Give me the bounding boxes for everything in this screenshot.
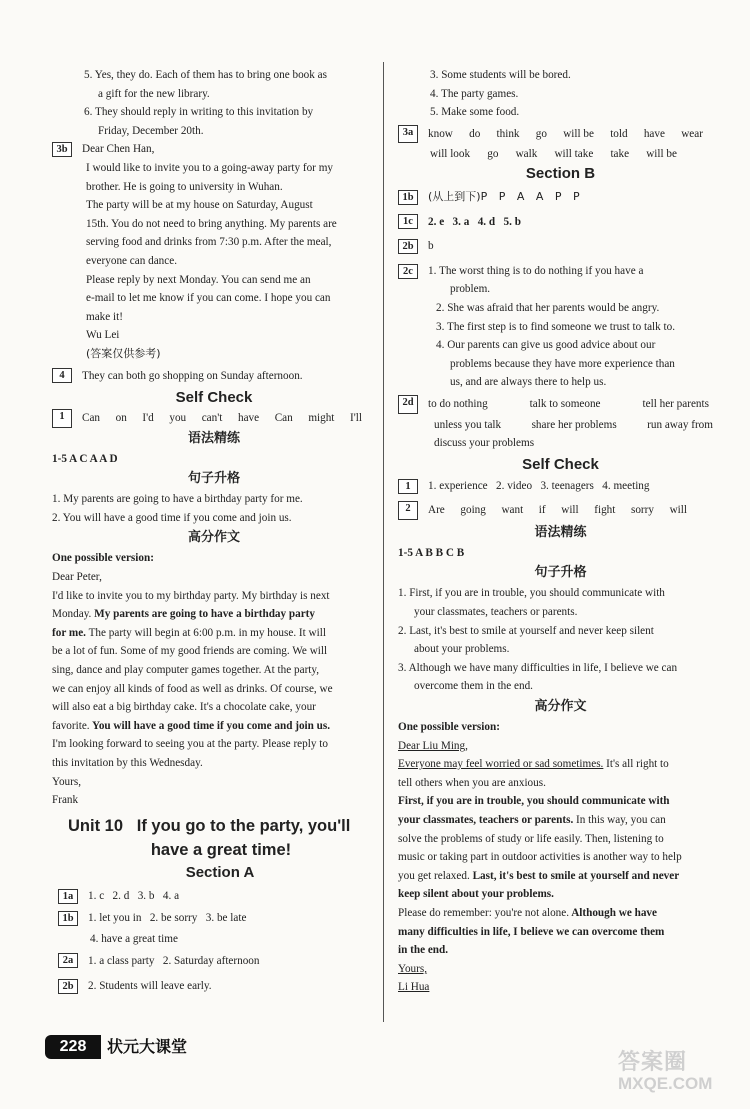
essay-text: The party will begin at 6:00 p.m. in my house. It will (85, 626, 326, 639)
sentence-line: 1. First, if you are in trouble, you should communicate with (398, 587, 665, 600)
unit-title-line1: Unit 10 If you go to the party, you'll (68, 816, 351, 835)
word: going (460, 504, 486, 517)
essay-text: Please do remember: you're not alone. (398, 906, 570, 919)
letter-line: everyone can dance. (86, 254, 177, 267)
block-2b (52, 977, 376, 996)
essay-line (398, 811, 723, 830)
word: if (538, 504, 546, 517)
label-2: 2 (398, 501, 418, 520)
word: will (669, 504, 687, 517)
essay-line: Dear Peter, (52, 571, 102, 584)
word: Are (428, 504, 445, 517)
essay-line (398, 755, 723, 774)
block-3a (398, 125, 723, 144)
grammar-heading: 语法精练 (187, 430, 240, 446)
essay-line: Frank (52, 794, 79, 807)
essay-line (52, 605, 376, 624)
label-2c: 2c (398, 264, 418, 279)
word: might (308, 412, 335, 425)
word: you (169, 412, 187, 425)
label-2d: 2d (398, 395, 418, 414)
answer-2c-line: 4. Our parents can give us good advice about our (436, 339, 656, 352)
answer-2c-line: problem. (450, 283, 491, 296)
answer-r3: 3. Some students will be bored. (430, 69, 571, 81)
essay-line: solve the problems of study or life easily. Then, listening to (398, 832, 664, 845)
essay-line: music or taking part in outdoor activities is another way to help (398, 851, 682, 864)
word: can't (201, 412, 223, 425)
label-1b: 1b (58, 911, 78, 926)
answer-4: They can both go shopping on Sunday afternoon. (82, 369, 303, 382)
letter-line: Dear Chen Han, (82, 143, 155, 156)
answer-2c-line: 3. The first step is to find someone we trust to talk to. (436, 320, 676, 333)
grammar-answers: 1-5 A C A A D (52, 452, 118, 465)
word: Can (274, 412, 293, 425)
phrase: talk to someone (529, 397, 601, 410)
block-2a (52, 952, 376, 971)
essay-line: keep silent about your problems. (398, 888, 554, 901)
phrase-list (428, 395, 723, 414)
answer-2b: b (428, 240, 434, 253)
essay-heading: 高分作文 (534, 699, 587, 715)
answer-2a: 1. a class party 2. Saturday afternoon (88, 954, 260, 967)
essay-greeting: Dear Liu Ming, (398, 739, 468, 752)
phrase: to do nothing (428, 397, 488, 410)
essay-bold: My parents are going to have a birthday party (91, 608, 316, 621)
sentence-line: your classmates, teachers or parents. (414, 606, 578, 619)
word: will look (430, 148, 471, 161)
label-1c: 1c (398, 214, 418, 229)
sentence-2: 2. You will have a good time if you come and join us. (52, 511, 292, 524)
answer-1b: 1. let you in 2. be sorry 3. be late (88, 912, 247, 925)
self-check-title: Self Check (522, 455, 599, 473)
answer-2b: 2. Students will leave early. (88, 980, 212, 993)
word: take (610, 148, 630, 161)
essay-line: will also eat a big birthday cake. It's a chocolate cake, your (52, 701, 316, 714)
letter-line: The party will be at my house on Saturday, August (86, 199, 313, 212)
word: told (610, 127, 628, 140)
phrase: discuss your problems (434, 437, 535, 450)
word: will (561, 504, 579, 517)
word: Can (82, 412, 101, 425)
answer-r4: 4. The party games. (430, 87, 519, 100)
label-1: 1 (52, 409, 72, 428)
left-column (52, 66, 376, 996)
essay-line: First, if you are in trouble, you should communicate with (398, 795, 670, 808)
answer-2c-line: 1. The worst thing is to do nothing if you have a (428, 264, 644, 277)
letter-note: (答案仅供参考) (86, 346, 161, 360)
label-3b: 3b (52, 142, 72, 157)
word: have (237, 412, 260, 425)
answer-2c-line: 2. She was afraid that her parents would be angry. (436, 301, 660, 314)
grammar-answers: 1-5 A B B C B (398, 546, 465, 559)
watermark: 答案圈 (618, 1049, 688, 1074)
sentence-line: 2. Last, it's best to smile at yourself and never keep silent (398, 624, 654, 637)
letter-line: e-mail to let me know if you can come. I hope you can (86, 292, 331, 305)
phrase-list-2 (398, 416, 723, 435)
word: wear (681, 127, 703, 140)
word: go (487, 148, 499, 161)
essay-bold: You will have a good time if you come and join us. (89, 719, 331, 732)
block-2c (398, 262, 723, 281)
self-check-title: Self Check (175, 389, 253, 407)
section-b-title: Section B (525, 164, 596, 182)
essay-line: be a lot of fun. Some of my good friends are coming. We will (52, 645, 328, 658)
label-1: 1 (398, 479, 418, 494)
answer-2c-line: us, and are always there to help us. (450, 376, 607, 389)
essay-line: I'd like to invite you to my birthday party. My birthday is next (52, 589, 330, 602)
word: will be (563, 127, 594, 140)
block-1b (52, 909, 376, 928)
block-4 (52, 367, 376, 386)
essay-line: sing, dance and play computer games together. At the party, (52, 664, 320, 677)
essay-line: we can enjoy all kinds of food as well as drinks. Of course, we (52, 682, 333, 695)
essay-line (52, 717, 376, 736)
essay-line: I'm looking forward to seeing you at the party. Please reply to (52, 738, 328, 751)
phrase: run away from (647, 418, 713, 431)
word: will be (646, 148, 677, 161)
word-list (428, 125, 723, 144)
answer-2c-line: problems because they have more experience than (450, 357, 675, 370)
section-a-title: Section A (185, 863, 255, 881)
essay-text: In this way, you can (573, 814, 666, 826)
essay-bold: for me. (52, 626, 86, 639)
answer-6-cont: Friday, December 20th. (98, 124, 204, 137)
block-2d (398, 395, 723, 414)
sentence-line: about your problems. (414, 643, 510, 656)
answer-1b: (从上到下)P P A A P P (428, 189, 580, 203)
word: I'd (142, 412, 154, 425)
essay-line: this invitation by this Wednesday. (52, 757, 203, 769)
answer-5-cont: a gift for the new library. (98, 87, 210, 100)
essay-line: Yours, (52, 775, 82, 788)
sentence-1: 1. My parents are going to have a birthday party for me. (52, 493, 303, 506)
essay-heading: 高分作文 (187, 530, 240, 546)
letter-line: serving food and drinks from 7:30 p.m. After the meal, (86, 236, 332, 249)
letter-line: Wu Lei (86, 329, 120, 342)
grammar-heading: 语法精练 (534, 524, 587, 540)
label-4: 4 (52, 368, 72, 383)
answer-1b-cont: 4. have a great time (90, 932, 178, 945)
label-3a: 3a (398, 125, 418, 144)
word: have (643, 127, 665, 140)
sentence-heading: 句子升格 (187, 471, 240, 487)
answer-6: 6. They should reply in writing to this invitation by (84, 106, 314, 119)
answer-5: 5. Yes, they do. Each of them has to bring one book as (84, 69, 327, 81)
right-column (398, 66, 723, 997)
label-2b: 2b (58, 979, 78, 994)
essay-bold: your classmates, teachers or parents. (398, 814, 574, 826)
essay-closing: Yours, (398, 962, 428, 975)
answer-1c: 2. e 3. a 4. d 5. b (428, 215, 521, 228)
word: on (115, 412, 127, 425)
word: know (428, 127, 453, 140)
letter-line: I would like to invite you to a going-away party for my (86, 161, 334, 174)
block-3b (52, 140, 376, 159)
answer-sc1: 1. experience 2. video 3. teenagers 4. meeting (428, 479, 650, 492)
watermark-url: MXQE.COM (618, 1074, 713, 1093)
essay-line: many difficulties in life, I believe we can overcome them (398, 925, 665, 938)
letter-line: make it! (86, 310, 123, 323)
answer-r5: 5. Make some food. (430, 106, 520, 119)
word-list (428, 501, 723, 520)
sentence-line: overcome them in the end. (414, 680, 533, 693)
page-number: 228 (45, 1035, 101, 1059)
self-check-1 (52, 409, 376, 428)
essay-bold: Last, it's best to smile at yourself and never (469, 869, 680, 882)
label-2a: 2a (58, 953, 78, 968)
word: I'll (350, 412, 362, 425)
column-divider (383, 62, 384, 1022)
sentence-line: 3. Although we have many difficulties in life, I believe we can (398, 661, 678, 674)
block-1a (52, 887, 376, 906)
block-1b (398, 188, 723, 207)
label-1b: 1b (398, 190, 418, 205)
essay-line: in the end. (398, 944, 449, 957)
word: walk (515, 148, 538, 161)
essay-head: One possible version: (398, 721, 500, 734)
self-check-2 (398, 501, 723, 520)
phrase: share her problems (531, 418, 617, 431)
letter-line: Please reply by next Monday. You can send me an (86, 273, 311, 286)
answer-1a: 1. c 2. d 3. b 4. a (88, 889, 180, 902)
essay-text: It's all right to (603, 758, 669, 771)
essay-signature: Li Hua (398, 981, 430, 994)
letter-line: 15th. You do not need to bring anything. My parents are (86, 217, 337, 230)
sentence-heading: 句子升格 (534, 565, 587, 581)
word-list-2 (398, 145, 723, 164)
word: do (469, 127, 481, 140)
brand-logo: 状元大课堂 (107, 1037, 188, 1056)
essay-line (52, 624, 376, 643)
self-check-1 (398, 477, 723, 496)
label-2b: 2b (398, 239, 418, 254)
word: want (501, 504, 524, 517)
phrase: unless you talk (434, 418, 502, 431)
word: think (496, 127, 520, 140)
essay-line (398, 904, 723, 923)
word-list (82, 409, 376, 428)
essay-text: favorite. (52, 719, 90, 732)
word: sorry (630, 504, 654, 517)
word: fight (594, 504, 616, 517)
essay-underlined: Everyone may feel worried or sad sometimes. (398, 758, 604, 771)
word: will take (554, 148, 594, 161)
label-1a: 1a (58, 889, 78, 904)
letter-line: brother. He is going to university in Wuhan. (86, 180, 283, 193)
essay-bold: Although we have (569, 906, 657, 919)
word: go (535, 127, 547, 140)
essay-text: Monday. (52, 608, 92, 621)
block-2b (398, 237, 723, 256)
essay-line: One possible version: (52, 552, 154, 565)
phrase: tell her parents (642, 397, 709, 410)
essay-line: tell others when you are anxious. (398, 776, 546, 789)
essay-text: you get relaxed. (398, 869, 470, 882)
unit-title-line2: have a great time! (150, 840, 292, 859)
block-1c (398, 213, 723, 232)
essay-line (398, 867, 723, 886)
